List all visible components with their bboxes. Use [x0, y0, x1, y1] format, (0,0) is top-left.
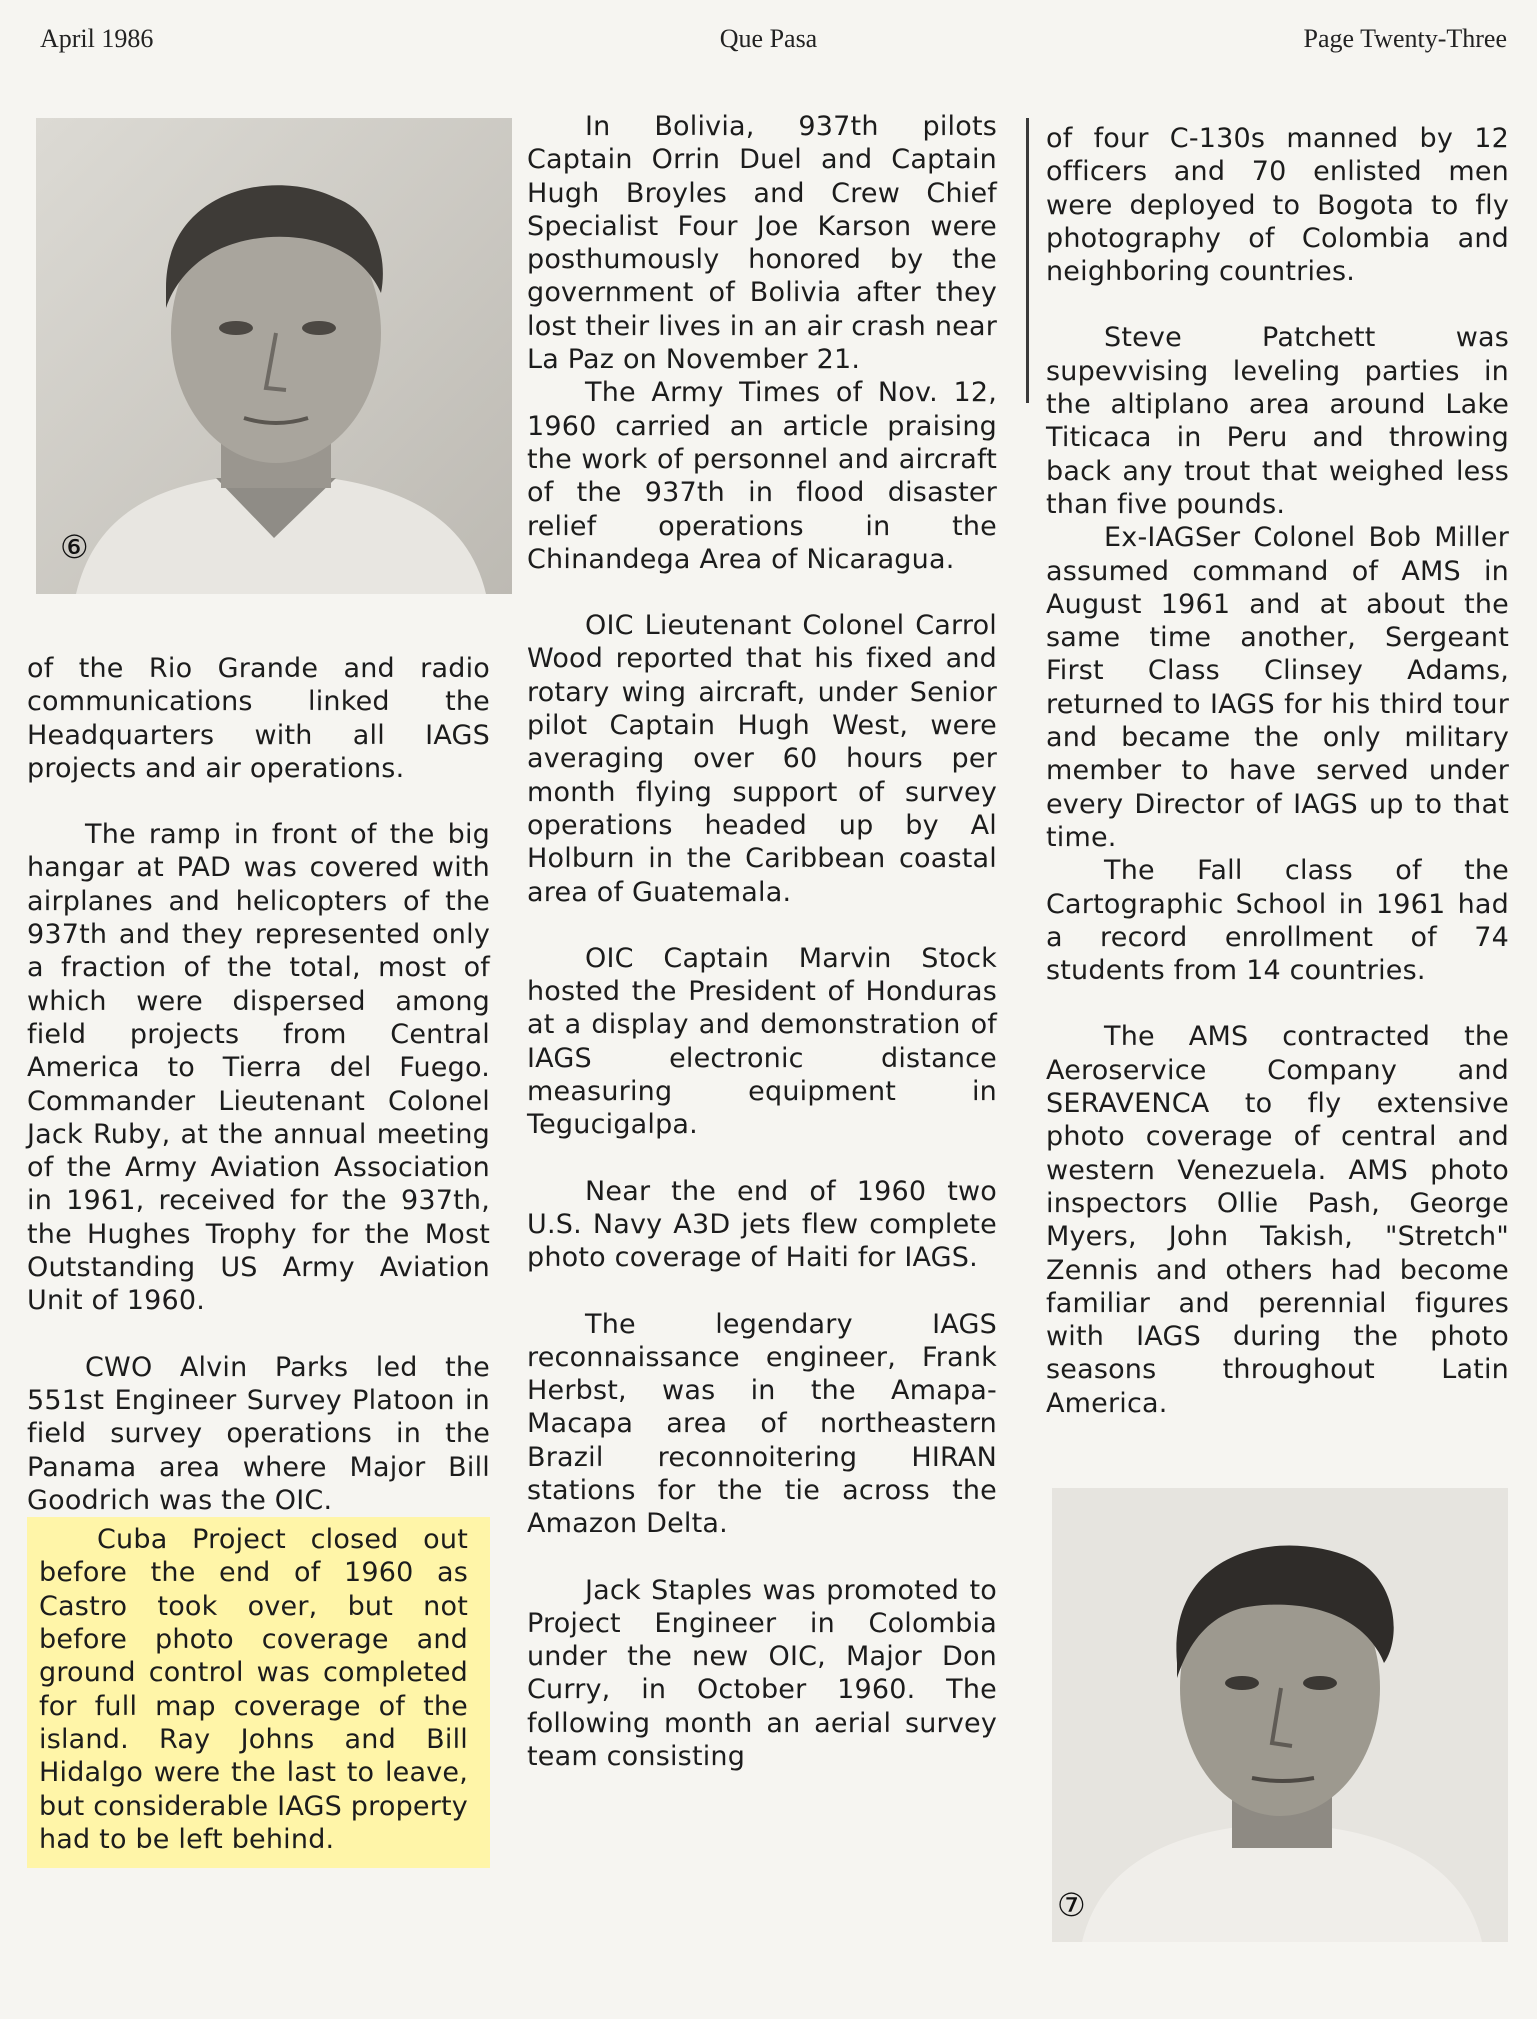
article-column-middle — [527, 110, 997, 1773]
article-column-right — [1046, 122, 1509, 1420]
page-number: Page Twenty-Three — [1303, 24, 1507, 53]
column-divider — [1026, 118, 1029, 403]
paragraph: OIC Captain Marvin Stock hosted the President of Honduras at a display and demonstration of IAGS electronic distance measuring equipment in Tegucigalpa. — [527, 942, 997, 1141]
paragraph: Ex-IAGSer Colonel Bob Miller assumed command of AMS in August 1961 and at about the same time another, Sergeant First Class Clinsey Adams, returned to IAGS for his third tour and became the only military member to have served under every Director of IAGS up to that time. — [1046, 522, 1509, 853]
paragraph: Near the end of 1960 two U.S. Navy A3D jets flew complete photo coverage of Haiti for IAGS. — [527, 1175, 997, 1274]
portrait-photo-6 — [36, 118, 512, 594]
paragraph: Jack Staples was promoted to Project Engineer in Colombia under the new OIC, Major Don Curry, in October 1960. The following month an aerial survey team consisting — [527, 1574, 997, 1773]
paragraph: OIC Lieutenant Colonel Carrol Wood reported that his fixed and rotary wing aircraft, under Senior pilot Captain Hugh West, were averaging over 60 hours per month flying support of survey operations headed up by Al Holburn in the Caribbean coastal area of Guatemala. — [527, 610, 997, 908]
paragraph: The AMS contracted the Aeroservice Company and SERAVENCA to fly extensive photo coverage of central and western Venezuela. AMS photo inspectors Ollie Pash, George Myers, John Takish, "Stretch" Zennis and others had become familiar and perennial figures with IAGS during the photo seasons throughout Latin America. — [1046, 1021, 1509, 1419]
photo-label-7: ⑦ — [1057, 1886, 1086, 1924]
paragraph: Steve Patchett was supevvising leveling parties in the altiplano area around Lake Titicaca in Peru and throwing back any trout that weighed less than five pounds. — [1046, 322, 1509, 520]
publication-title: Que Pasa — [719, 24, 818, 53]
highlighted-paragraph: Cuba Project closed out before the end of 1960 as Castro took over, but not before photo coverage and ground control was completed for full map coverage of the island. Ray Johns and Bill Hidalgo were the last to leave, but considerable IAGS property had to be left behind. — [27, 1517, 490, 1868]
paragraph: The ramp in front of the big hangar at PAD was covered with airplanes and helicopters of the 937th and they represented only a fraction of the total, most of which were dispersed among field projects from Central America to Tierra del Fuego. Commander Lieutenant Colonel Jack Ruby, at the annual meeting of the Army Aviation Association in 1961, received for the 937th, the Hughes Trophy for the Most Outstanding US Army Aviation Unit of 1960. — [27, 819, 490, 1317]
portrait-image-7 — [1052, 1488, 1508, 1942]
article-column-left — [27, 652, 490, 1868]
paragraph: The Army Times of Nov. 12, 1960 carried an article praising the work of personnel and aircraft of the 937th in flood disaster relief operations in the Chinandega Area of Nicaragua. — [527, 377, 997, 575]
issue-date: April 1986 — [40, 24, 154, 53]
paragraph: CWO Alvin Parks led the 551st Engineer Survey Platoon in field survey operations in the Panama area where Major Bill Goodrich was the OIC. — [27, 1351, 490, 1516]
paragraph: The Fall class of the Cartographic School in 1961 had a record enrollment of 74 students from 14 countries. — [1046, 855, 1509, 987]
portrait-image-6 — [36, 118, 512, 594]
paragraph: The legendary IAGS reconnaissance engineer, Frank Herbst, was in the Amapa-Macapa area of northeastern Brazil reconnoitering HIRAN stations for the tie across the Amazon Delta. — [527, 1308, 997, 1540]
paragraph: of four C-130s manned by 12 officers and 70 enlisted men were deployed to Bogota to fly photography of Colombia and neighboring countries. — [1046, 123, 1509, 288]
paragraph: of the Rio Grande and radio communications linked the Headquarters with all IAGS projects and air operations. — [27, 653, 490, 784]
photo-label-6: ⑥ — [60, 528, 89, 566]
paragraph: In Bolivia, 937th pilots Captain Orrin Duel and Captain Hugh Broyles and Crew Chief Specialist Four Joe Karson were posthumously honored by the government of Bolivia after they lost their lives in an air crash near La Paz on November 21. — [527, 111, 997, 376]
portrait-photo-7 — [1052, 1488, 1508, 1942]
